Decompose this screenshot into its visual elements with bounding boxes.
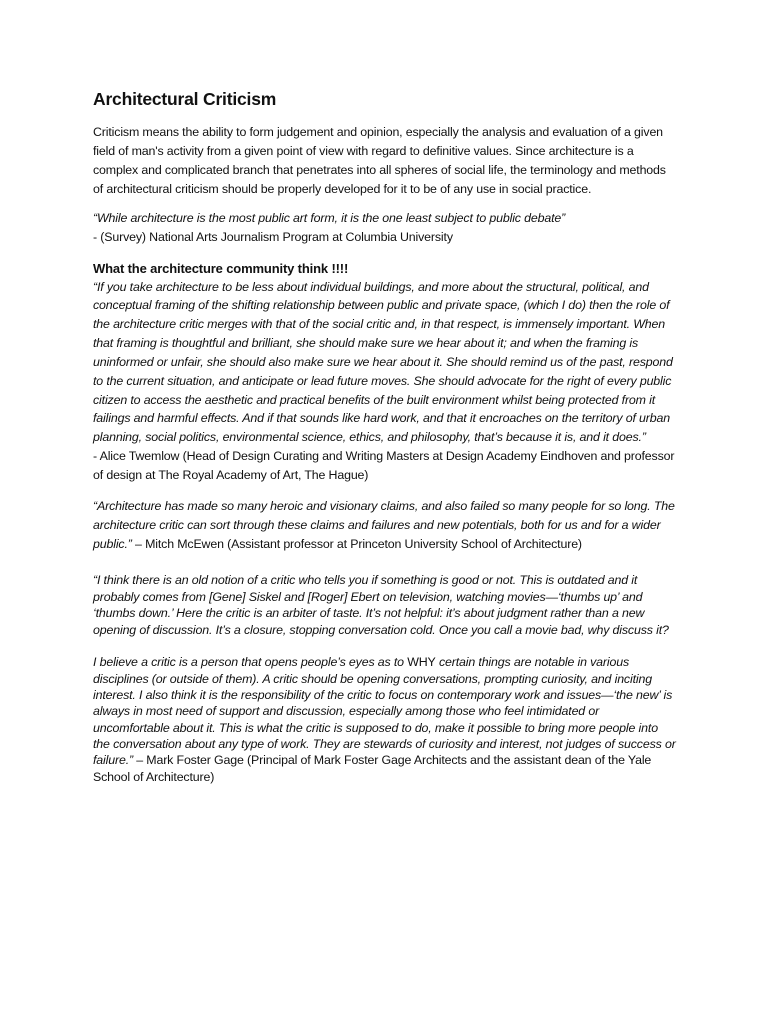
quote-mfg-text-upright: WHY xyxy=(407,655,436,670)
quote-mitch-mcewen-text: “Architecture has made so many heroic and visionary claims, and also failed so many people for so long. The architecture critic can sort through these claims and failures and new potentials, both for us and for a wider public.” xyxy=(93,499,675,552)
quote-mitch-mcewen xyxy=(93,497,677,554)
quote-alice-twemlow-attribution: - Alice Twemlow (Head of Design Curating and Writing Masters at Design Academy Eindhoven and professor of design at The Royal Academy of Art, The Hague) xyxy=(93,449,675,483)
page-title: Architectural Criticism xyxy=(93,89,277,109)
quote-mark-foster-gage-part1: “I think there is an old notion of a critic who tells you if something is good or not. This is outdated and it probably comes from [Gene] Siskel and [Roger] Ebert on television, watching movies—‘thumbs up’ and ‘thumbs down.’ Here the critic is an arbiter of taste. It’s not helpful: it’s about judgment rather than a new opening of discussion. It’s a closure, stopping conversation cold. Once you call a movie bad, why discuss it? xyxy=(93,573,669,637)
quote-mark-foster-gage-attribution: – Mark Foster Gage (Principal of Mark Foster Gage Architects and the assistant dean of the Yale School of Architecture) xyxy=(93,753,652,784)
intro-paragraph: Criticism means the ability to form judgement and opinion, especially the analysis and evaluation of a given field of man's activity from a given point of view with regard to definitive values. Since architecture is a complex and complicated branch that penetrates into all spheres of social life, the terminology and methods of architectural criticism should be properly developed for it to be of any use in social practice. xyxy=(93,125,666,196)
document-body xyxy=(93,88,677,785)
quote-public-debate-attribution: - (Survey) National Arts Journalism Program at Columbia University xyxy=(93,229,453,244)
quote-mfg-text-before: I believe a critic is a person that opens people’s eyes as to xyxy=(93,655,408,670)
section-heading: What the architecture community think !!!! xyxy=(93,260,349,276)
quote-mark-foster-gage-part2 xyxy=(93,654,677,784)
quote-alice-twemlow: “If you take architecture to be less about individual buildings, and more about the structural, political, and conceptual framing of the shifting relationship between public and private space, (which I do) then the role of the architecture critic merges with that of the social critic and, in that respect, is immensely important. When that framing is thoughtful and brilliant, she should make sure we hear about it; and when the framing is uninformed or unfair, she should also make sure we hear about it. She should remind us of the past, respond to the current situation, and anticipate or lead future moves. She should advocate for the right of every public citizen to access the aesthetic and practical benefits of the built environment whilst being protected from it failings and harmful effects. And if that sounds like hard work, and that it encroaches on the territory of urban planning, social politics, environmental science, ethics, and philosophy, that’s because it is, and it does.” xyxy=(93,279,673,445)
quote-public-debate: “While architecture is the most public art form, it is the one least subject to public debate” xyxy=(93,211,566,225)
quote-mitch-mcewen-attribution: – Mitch McEwen (Assistant professor at Princeton University School of Architecture) xyxy=(131,537,582,552)
quote-mfg-text-after: certain things are notable in various disciplines (or outside of them). A critic should be opening conversations, prompting curiosity, and inciting interest. I also think it is the responsibility of the critic to focus on contemporary work and issues—‘the new’ is always in most need of support and discussion, especially among those who feel intimidated or uncomfortable about it. This is what the critic is supposed to do, make it possible to bring more people into the conversation about any type of work. They are stewards of curiosity and interest, not judges of success or failure.” xyxy=(93,655,676,768)
